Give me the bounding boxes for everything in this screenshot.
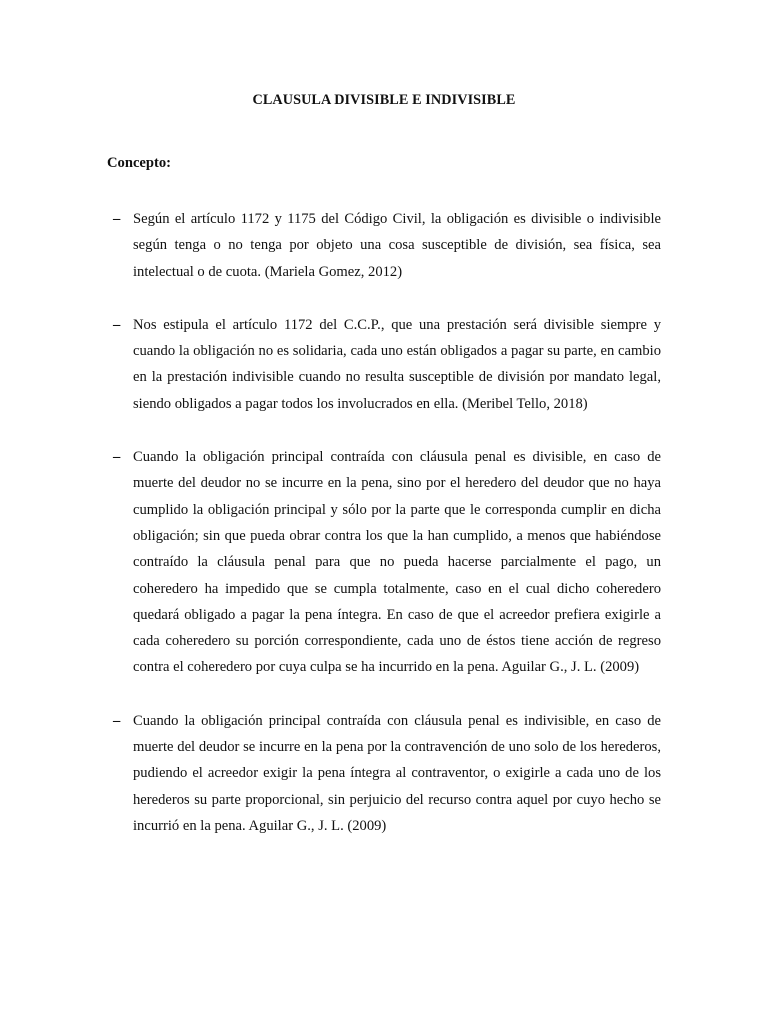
bullet-marker: – [113,712,121,729]
list-item [113,206,661,285]
document-title: CLAUSULA DIVISIBLE E INDIVISIBLE [252,92,516,108]
bullet-marker: – [113,449,121,466]
list-item [113,708,661,839]
paragraph-text: Según el artículo 1172 y 1175 del Código Civil, la obligación es divisible o indivisible según tenga o no tenga por objeto una cosa susceptible de división, sea física, sea intelectual o de cuota. (Mariela Gomez, 2012) [133,211,661,280]
bullet-marker: – [113,316,121,333]
bullet-list [113,206,661,866]
paragraph-text: Nos estipula el artículo 1172 del C.C.P., que una prestación será divisible siempre y cuando la obligación no es solidaria, cada uno están obligados a pagar su parte, en cambio en la prestación indivisible cuando no resulta susceptible de división por mandato legal, siendo obligados a pagar todos los involucrados en ella. (Meribel Tello, 2018) [133,316,661,412]
bullet-marker: – [113,211,121,227]
section-heading: Concepto: [107,155,172,171]
paragraph-text: Cuando la obligación principal contraída con cláusula penal es indivisible, en caso de muerte del deudor se incurre en la pena por la contravención de uno solo de los herederos, pudiendo el acreedor exigir la pena íntegra al contraventor, o exigirle a cada uno de los herederos su parte proporcional, sin perjuicio del recurso contra aquel por cuyo hecho se incurrió en la pena. Aguilar G., J. L. (2009) [133,712,661,834]
list-item [113,312,661,417]
paragraph-text: Cuando la obligación principal contraída con cláusula penal es divisible, en caso de muerte del deudor no se incurre en la pena, sino por el heredero del deudor que no haya cumplido la obligación principal y sólo por la parte que le corresponda cumplir en dicha obligación; sin que pueda obrar contra los que la han cumplido, a menos que habiéndose contraído la cláusula penal para que no pueda hacerse parcialmente el pago, un coheredero ha impedido que se cumpla totalmente, caso en el cual dicho coheredero quedará obligado a pagar la pena íntegra. En caso de que el acreedor prefiera exigirle a cada coheredero su porción correspondiente, cada uno de éstos tiene acción de regreso contra el coheredero por cuya culpa se ha incurrido en la pena. Aguilar G., J. L. (2009) [133,449,661,676]
list-item [113,444,661,681]
